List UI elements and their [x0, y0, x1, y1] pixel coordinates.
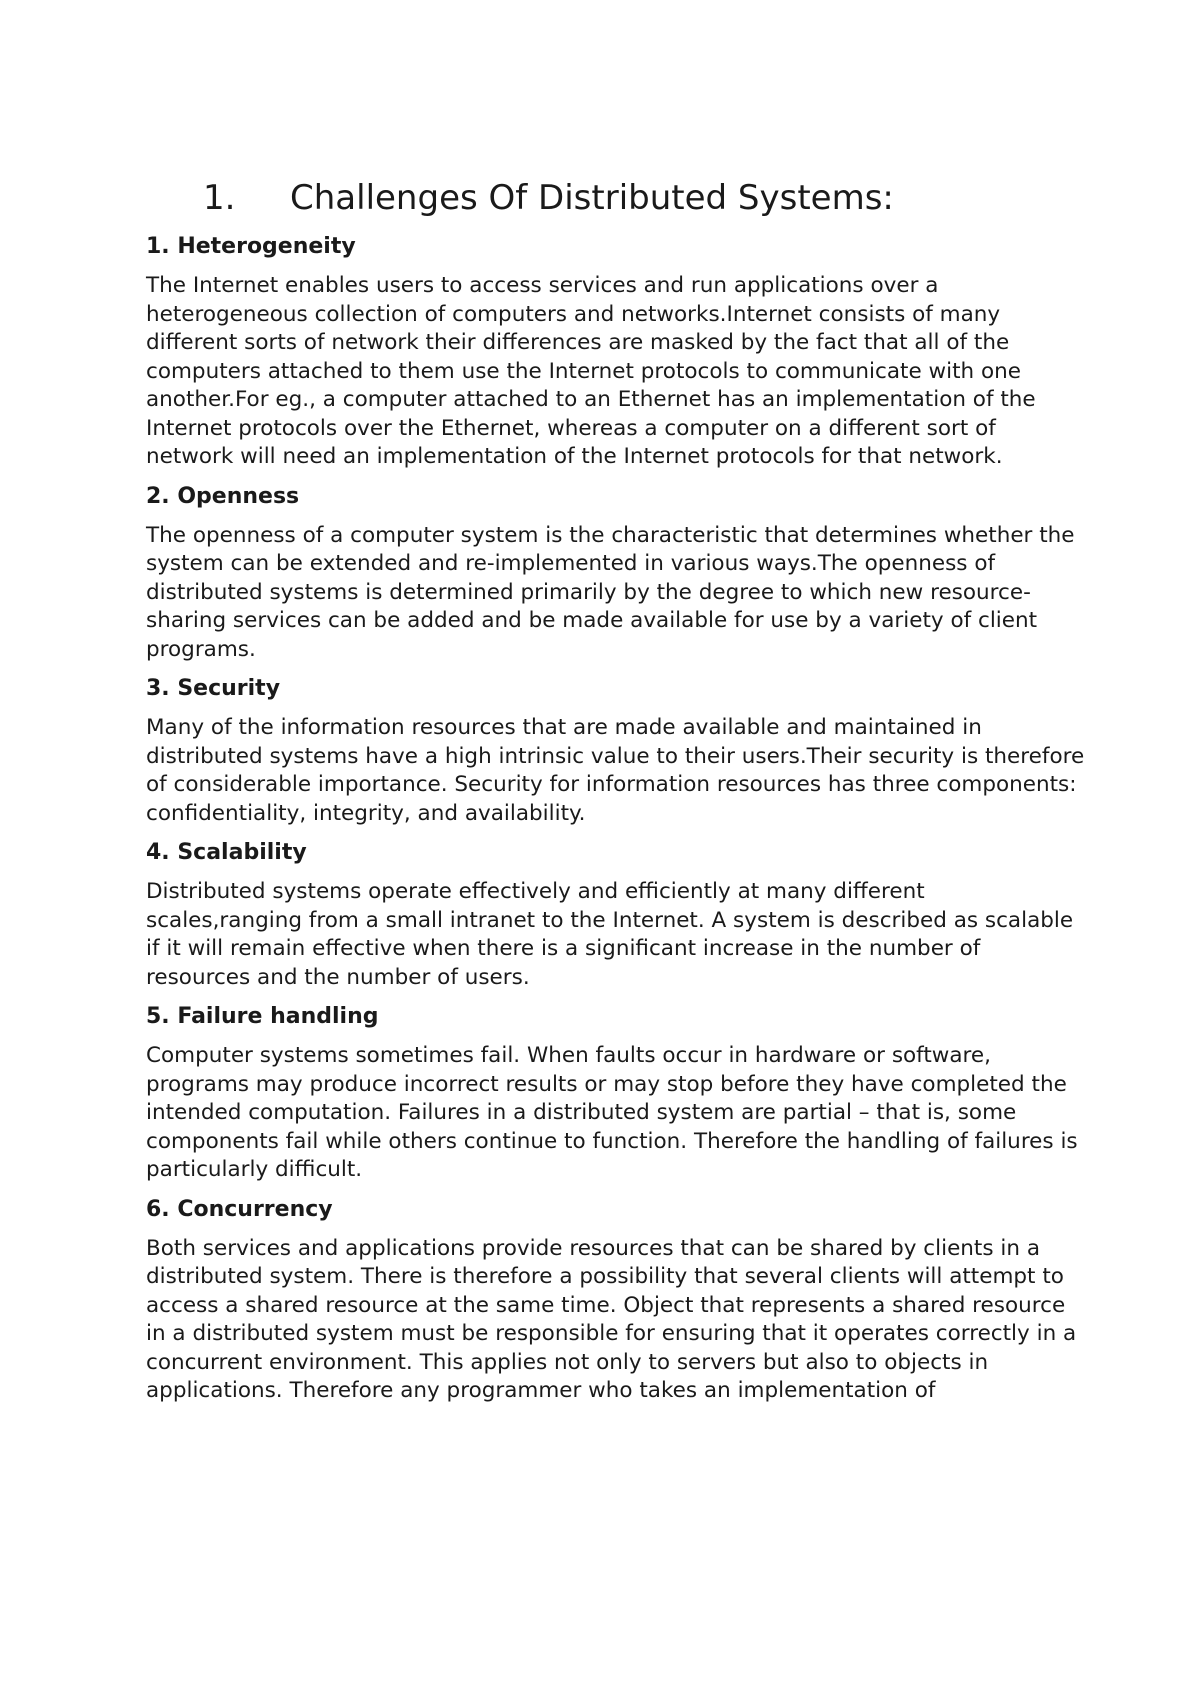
section-scalability	[146, 838, 1086, 992]
title-number: 1.	[203, 178, 236, 218]
section-heading: 3. Security	[146, 676, 281, 701]
section-paragraph: The Internet enables users to access services and run applications over a heterogeneous collection of computers and networks.Internet consists of many different sorts of network their differences are masked by the fact that all of the computers attached to them use the Internet protocols to communicate with one another.For eg., a computer attached to an Ethernet has an implementation of the Internet protocols over the Ethernet, whereas a computer on a different sort of network will need an implementation of the Internet protocols for that network.	[146, 273, 1036, 469]
section-paragraph: The openness of a computer system is the characteristic that determines whether the system can be extended and re-implemented in various ways.The openness of distributed systems is determined primarily by the degree to which new resource-sharing services can be added and be made available for use by a variety of client programs.	[146, 522, 1075, 662]
document-title	[203, 176, 894, 220]
section-paragraph: Many of the information resources that are made available and maintained in distributed systems have a high intrinsic value to their users.Their security is therefore of considerable importance. Security for information resources has three components: confidentiality, integrity, and availability.	[146, 715, 1085, 826]
section-paragraph: Distributed systems operate effectively and efficiently at many different scales,ranging from a small intranet to the Internet. A system is described as scalable if it will remain effective when there is a significant increase in the number of resources and the number of users.	[146, 879, 1074, 990]
section-heading: 1. Heterogeneity	[146, 234, 356, 259]
section-paragraph: Both services and applications provide resources that can be shared by clients in a distributed system. There is therefore a possibility that several clients will attempt to access a shared resource at the same time. Object that represents a shared resource in a distributed system must be responsible for ensuring that it operates correctly in a concurrent environment. This applies not only to servers but also to objects in applications. Therefore any programmer who takes an implementation of	[146, 1235, 1077, 1403]
section-heading: 2. Openness	[146, 483, 300, 509]
title-text: Challenges Of Distributed Systems:	[290, 178, 894, 218]
document-content	[146, 232, 1086, 1416]
section-concurrency	[146, 1195, 1086, 1406]
section-heading: 5. Failure handling	[146, 1004, 379, 1029]
section-heterogeneity	[146, 232, 1086, 472]
section-heading: 6. Concurrency	[146, 1196, 333, 1222]
section-failure-handling	[146, 1002, 1086, 1185]
section-openness	[146, 482, 1086, 665]
section-heading: 4. Scalability	[146, 840, 307, 865]
section-security	[146, 674, 1086, 828]
section-paragraph: Computer systems sometimes fail. When faults occur in hardware or software, programs may produce incorrect results or may stop before they have completed the intended computation. Failures in a distributed system are partial – that is, some components fail while others continue to function. Therefore the handling of failures is particularly difficult.	[146, 1043, 1078, 1182]
